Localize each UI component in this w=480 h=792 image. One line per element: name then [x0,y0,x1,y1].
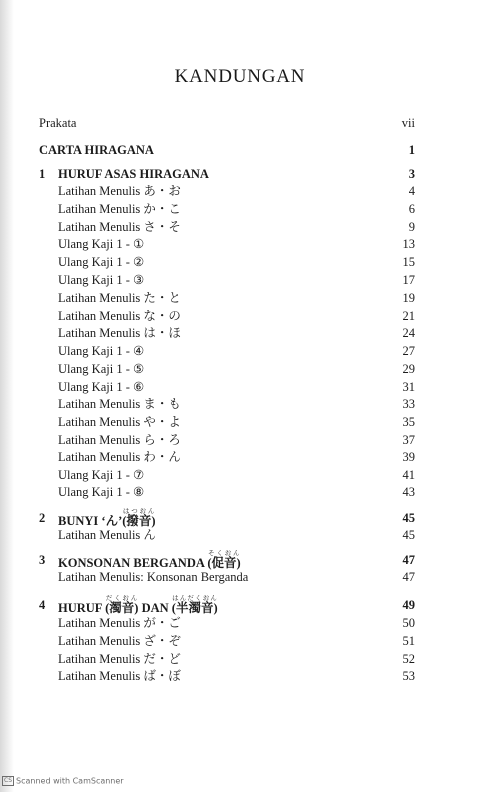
toc-entry[interactable] [0,525,480,545]
toc-page-number: 53 [402,669,415,683]
toc-label: Ulang Kaji 1 - ⑥ [58,380,145,394]
toc-label: Latihan Menulis ん [58,528,156,542]
toc-page-number: 13 [402,237,415,251]
toc-page-number: 21 [402,309,415,323]
chapter-title: HURUF ASAS HIRAGANA [58,167,209,181]
toc-page-number: vii [401,116,415,130]
toc-entry[interactable] [0,234,480,254]
toc-page-number: 6 [408,202,415,216]
chapter-number: 4 [39,598,46,612]
toc-page-number: 33 [402,397,415,411]
toc-label: Latihan Menulis さ・そ [58,220,181,234]
toc-page-number: 41 [402,468,415,482]
toc-entry[interactable] [0,631,480,651]
watermark-text: Scanned with CamScanner [16,776,124,786]
toc-label: Latihan Menulis: Konsonan Berganda [58,570,249,584]
chapter-title-kanji: (半濁音)はんだくおん [171,595,218,615]
toc-page-number: 24 [402,326,415,340]
toc-label: Latihan Menulis あ・お [58,184,181,198]
camscanner-icon: CS [4,777,12,784]
toc-entry[interactable] [0,412,480,432]
chapter-title-kanji: (促音)そくおん [207,550,241,570]
toc-label: Ulang Kaji 1 - ② [58,255,145,269]
chapter-title-text: KONSONAN BERGANDA [58,556,205,570]
furigana: はんだくおん [171,595,218,602]
toc-page-number: 39 [402,450,415,464]
toc-entry[interactable] [0,270,480,290]
toc-entry[interactable] [0,341,480,361]
chapter-title-text: BUNYI ‘ん’ [58,514,123,528]
toc-label: Ulang Kaji 1 - ⑦ [58,468,145,482]
toc-page-number: 9 [408,220,415,234]
toc-page-number: 49 [402,598,415,612]
toc-label: Latihan Menulis ば・ぼ [58,669,181,683]
toc-page-number: 47 [402,570,415,584]
toc-entry[interactable] [0,288,480,308]
toc-entry[interactable] [0,447,480,467]
chapter-number: 1 [39,167,46,181]
toc-page-number: 37 [402,433,415,447]
toc-entry-prakata[interactable] [0,113,480,133]
toc-page-number: 45 [402,511,415,525]
toc-label: Ulang Kaji 1 - ③ [58,273,145,287]
toc-page-number: 35 [402,415,415,429]
toc-label: Latihan Menulis が・ご [58,616,181,630]
toc-entry[interactable] [0,323,480,343]
toc-entry-carta-hiragana[interactable] [0,140,480,160]
chapter-title-kanji: (濁音)だくおん [105,595,139,615]
toc-page-number: 3 [408,167,415,181]
chapter-number: 2 [39,511,46,525]
toc-entry[interactable] [0,252,480,272]
toc-label: Latihan Menulis や・よ [58,415,181,429]
furigana: はつおん [122,508,156,515]
toc-entry[interactable] [0,666,480,686]
toc-label: Latihan Menulis な・の [58,309,181,323]
toc-label: CARTA HIRAGANA [39,143,154,157]
toc-page-number: 47 [402,553,415,567]
toc-label: Latihan Menulis わ・ん [58,450,181,464]
toc-page-number: 51 [402,634,415,648]
toc-page-number: 1 [408,143,415,157]
toc-label: Latihan Menulis ら・ろ [58,433,181,447]
toc-page-number: 31 [402,380,415,394]
toc-label: Prakata [39,116,77,130]
toc-page-number: 4 [408,184,415,198]
chapter-number: 3 [39,553,46,567]
toc-label: Latihan Menulis ざ・ぞ [58,634,181,648]
chapter-title-text: DAN [141,601,169,615]
toc-label: Ulang Kaji 1 - ⑧ [58,485,145,499]
toc-entry[interactable] [0,199,480,219]
toc-page-number: 43 [402,485,415,499]
toc-label: Ulang Kaji 1 - ④ [58,344,145,358]
toc-page-number: 45 [402,528,415,542]
toc-chapter-4[interactable] [0,595,480,615]
toc-entry[interactable] [0,482,480,502]
scanner-watermark [2,776,124,786]
toc-page-number: 29 [402,362,415,376]
toc-label: Latihan Menulis は・ほ [58,326,181,340]
furigana: そくおん [207,550,241,557]
toc-page-number: 50 [402,616,415,630]
furigana: だくおん [105,595,139,602]
toc-label: Latihan Menulis だ・ど [58,652,181,666]
toc-page-number: 17 [402,273,415,287]
toc-page-number: 27 [402,344,415,358]
toc-label: Ulang Kaji 1 - ① [58,237,145,251]
toc-entry[interactable] [0,394,480,414]
toc-page-number: 15 [402,255,415,269]
page-title: KANDUNGAN [174,66,306,87]
toc-label: Latihan Menulis ま・も [58,397,181,411]
toc-entry[interactable] [0,181,480,201]
toc-label: Latihan Menulis か・こ [58,202,181,216]
toc-entry[interactable] [0,359,480,379]
toc-page-number: 19 [402,291,415,305]
chapter-title-kanji: (撥音)はつおん [122,508,156,528]
chapter-title-text: HURUF [58,601,102,615]
toc-label: Ulang Kaji 1 - ⑤ [58,362,145,376]
toc-page-number: 52 [402,652,415,666]
toc-label: Latihan Menulis た・と [58,291,181,305]
toc-entry[interactable] [0,567,480,587]
toc-entry[interactable] [0,613,480,633]
